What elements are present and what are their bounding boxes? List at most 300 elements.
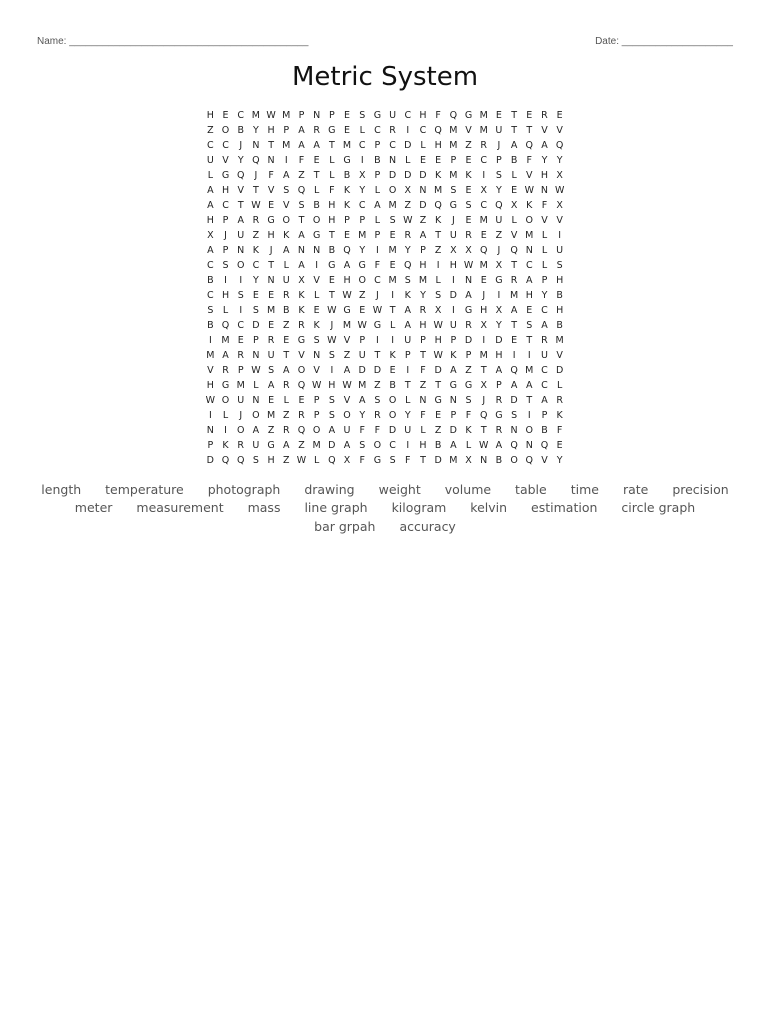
- grid-letter: M: [388, 245, 397, 256]
- grid-letter: E: [465, 215, 472, 226]
- grid-letter: Q: [297, 185, 306, 196]
- grid-letter: O: [221, 395, 230, 406]
- grid-letter: C: [358, 140, 366, 151]
- grid-letter: V: [541, 455, 548, 466]
- grid-letter: R: [267, 335, 275, 346]
- grid-letter: K: [435, 170, 442, 181]
- grid-letter: U: [495, 125, 503, 136]
- grid-letter: H: [267, 230, 275, 241]
- grid-letter: V: [298, 350, 305, 361]
- grid-letter: E: [465, 185, 472, 196]
- grid-letter: L: [405, 395, 411, 406]
- grid-letter: X: [298, 275, 305, 286]
- grid-letter: D: [419, 200, 427, 211]
- grid-letter: Q: [449, 110, 458, 121]
- grid-letter: F: [359, 455, 365, 466]
- grid-row: [0, 213, 770, 228]
- grid-letter: A: [207, 200, 214, 211]
- grid-letter: F: [420, 410, 426, 421]
- grid-letter: L: [222, 305, 229, 316]
- grid-letter: U: [449, 320, 457, 331]
- grid-letter: G: [434, 395, 442, 406]
- grid-letter: J: [239, 140, 243, 151]
- grid-letter: A: [328, 425, 336, 436]
- grid-letter: W: [479, 440, 489, 451]
- grid-letter: T: [420, 350, 426, 361]
- grid-letter: L: [207, 170, 213, 181]
- grid-letter: J: [239, 410, 243, 421]
- grid-letter: Q: [328, 455, 336, 466]
- grid-letter: P: [496, 155, 502, 166]
- grid-letter: X: [556, 200, 563, 211]
- grid-letter: W: [327, 335, 337, 346]
- grid-letter: Q: [221, 455, 230, 466]
- grid-letter: W: [342, 380, 352, 391]
- grid-letter: E: [344, 110, 351, 121]
- grid-letter: N: [252, 395, 260, 406]
- grid-letter: E: [268, 200, 275, 211]
- grid-letter: S: [252, 305, 259, 316]
- grid-letter: X: [510, 200, 518, 211]
- grid-letter: U: [237, 395, 245, 406]
- grid-letter: R: [389, 125, 396, 136]
- grid-letter: H: [267, 125, 275, 136]
- grid-letter: T: [511, 260, 517, 271]
- grid-letter: C: [541, 380, 548, 391]
- grid-letter: K: [404, 290, 411, 301]
- grid-letter: F: [374, 425, 381, 436]
- grid-letter: P: [420, 335, 426, 346]
- grid-letter: M: [358, 380, 367, 391]
- grid-letter: Z: [267, 425, 275, 436]
- grid-row: [0, 453, 770, 468]
- grid-letter: P: [237, 365, 244, 376]
- grid-letter: U: [404, 425, 412, 436]
- grid-letter: J: [224, 230, 227, 241]
- grid-letter: H: [434, 335, 442, 346]
- grid-letter: P: [374, 140, 381, 151]
- grid-letter: P: [465, 350, 472, 361]
- grid-letter: B: [374, 155, 381, 166]
- grid-letter: R: [510, 275, 518, 286]
- grid-letter: H: [480, 305, 488, 316]
- grid-letter: G: [221, 380, 230, 391]
- grid-letter: C: [419, 125, 427, 136]
- grid-letter: I: [482, 335, 486, 346]
- grid-letter: Y: [496, 320, 502, 331]
- grid-letter: I: [208, 410, 212, 421]
- grid-letter: I: [406, 125, 410, 136]
- grid-letter: L: [329, 155, 335, 166]
- grid-row: [0, 168, 770, 183]
- grid-letter: I: [436, 260, 440, 271]
- grid-letter: N: [267, 155, 275, 166]
- grid-letter: W: [266, 110, 276, 121]
- grid-letter: A: [495, 440, 503, 451]
- grid-letter: O: [282, 215, 291, 226]
- grid-letter: E: [556, 440, 563, 451]
- grid-letter: Q: [297, 380, 306, 391]
- grid-letter: A: [541, 140, 548, 151]
- grid-letter: O: [236, 260, 245, 271]
- grid-letter: Y: [404, 410, 411, 421]
- grid-letter: A: [510, 140, 518, 151]
- grid-letter: T: [480, 425, 487, 436]
- grid-letter: A: [298, 140, 305, 151]
- grid-letter: O: [373, 440, 382, 451]
- grid-row: [0, 243, 770, 258]
- grid-letter: R: [541, 110, 548, 121]
- grid-letter: E: [313, 305, 320, 316]
- grid-letter: K: [343, 185, 351, 196]
- grid-letter: I: [224, 275, 227, 286]
- grid-letter: S: [313, 335, 320, 346]
- grid-letter: Z: [434, 425, 442, 436]
- grid-letter: H: [343, 275, 351, 286]
- grid-letter: G: [328, 260, 336, 271]
- grid-letter: P: [207, 440, 214, 451]
- grid-letter: P: [359, 215, 366, 226]
- grid-letter: G: [464, 380, 473, 391]
- grid-letter: P: [253, 335, 259, 346]
- grid-letter: I: [376, 245, 379, 256]
- grid-letter: Y: [496, 185, 502, 196]
- grid-letter: Q: [479, 410, 488, 421]
- grid-letter: R: [313, 125, 320, 136]
- grid-letter: F: [268, 170, 274, 181]
- grid-letter: U: [358, 350, 366, 361]
- grid-letter: D: [328, 440, 336, 451]
- grid-letter: L: [557, 380, 563, 391]
- grid-letter: W: [327, 305, 337, 316]
- grid-letter: M: [525, 365, 534, 376]
- grid-letter: K: [465, 425, 472, 436]
- grid-letter: E: [359, 305, 366, 316]
- grid-letter: W: [463, 260, 474, 271]
- grid-letter: N: [464, 275, 473, 286]
- grid-letter: D: [510, 395, 518, 406]
- grid-letter: M: [342, 140, 352, 151]
- grid-letter: A: [510, 380, 518, 391]
- grid-letter: I: [224, 425, 227, 436]
- grid-letter: Q: [297, 425, 306, 436]
- grid-letter: X: [556, 170, 563, 181]
- grid-letter: Z: [283, 410, 290, 421]
- grid-letter: Q: [510, 245, 518, 256]
- grid-letter: G: [373, 110, 382, 121]
- grid-letter: M: [388, 275, 397, 286]
- grid-letter: Y: [237, 155, 244, 166]
- grid-letter: O: [252, 410, 260, 421]
- word-list-item: line graph: [304, 500, 368, 516]
- grid-letter: J: [269, 245, 273, 256]
- grid-letter: E: [526, 305, 533, 316]
- grid-letter: Y: [556, 155, 563, 166]
- grid-letter: L: [222, 410, 229, 421]
- grid-letter: J: [451, 215, 455, 226]
- grid-letter: G: [464, 110, 473, 121]
- grid-letter: Q: [236, 170, 245, 181]
- word-list-item: kelvin: [470, 500, 508, 516]
- grid-letter: L: [541, 230, 548, 241]
- grid-letter: B: [207, 275, 214, 286]
- grid-row: [0, 258, 770, 273]
- grid-letter: T: [511, 125, 517, 136]
- grid-letter: B: [313, 200, 320, 211]
- grid-letter: S: [465, 395, 472, 406]
- grid-letter: G: [373, 320, 382, 331]
- grid-letter: W: [524, 185, 534, 196]
- grid-letter: E: [435, 155, 442, 166]
- grid-letter: Q: [434, 125, 442, 136]
- grid-letter: Z: [283, 455, 290, 466]
- word-list-item: meter: [74, 500, 113, 516]
- grid-letter: V: [237, 185, 244, 196]
- grid-letter: M: [418, 275, 428, 286]
- grid-letter: H: [419, 440, 427, 451]
- grid-letter: M: [479, 125, 488, 136]
- grid-letter: A: [343, 260, 351, 271]
- grid-letter: Z: [434, 245, 442, 256]
- grid-letter: O: [525, 425, 534, 436]
- grid-letter: T: [237, 200, 244, 211]
- grid-letter: Z: [419, 215, 427, 226]
- word-list-item: table: [515, 482, 547, 497]
- grid-letter: H: [419, 320, 427, 331]
- grid-letter: C: [525, 260, 533, 271]
- grid-letter: A: [222, 350, 229, 361]
- grid-letter: F: [374, 260, 381, 271]
- grid-letter: A: [283, 440, 290, 451]
- grid-letter: Z: [358, 290, 366, 301]
- grid-letter: L: [511, 215, 517, 226]
- grid-letter: V: [283, 200, 290, 211]
- grid-letter: S: [328, 410, 335, 421]
- grid-letter: U: [495, 215, 503, 226]
- grid-letter: V: [313, 275, 320, 286]
- grid-letter: W: [251, 200, 261, 211]
- grid-letter: Z: [419, 380, 427, 391]
- word-list-item: estimation: [531, 500, 598, 516]
- grid-letter: E: [344, 230, 351, 241]
- grid-letter: L: [511, 170, 517, 181]
- grid-letter: E: [556, 110, 563, 121]
- grid-letter: I: [376, 335, 379, 346]
- word-list-item: rate: [622, 482, 649, 497]
- grid-letter: L: [541, 260, 548, 271]
- grid-letter: N: [297, 245, 306, 256]
- grid-letter: Z: [283, 320, 290, 331]
- grid-letter: P: [450, 155, 457, 166]
- grid-letter: S: [389, 215, 396, 226]
- grid-letter: M: [206, 350, 215, 361]
- grid-letter: F: [405, 455, 411, 466]
- grid-letter: A: [358, 395, 366, 406]
- grid-letter: M: [236, 380, 245, 391]
- grid-letter: E: [268, 290, 275, 301]
- grid-letter: Z: [465, 140, 472, 151]
- word-list-item: measurement: [136, 500, 224, 516]
- grid-letter: K: [450, 350, 457, 361]
- grid-row: [0, 183, 770, 198]
- grid-letter: F: [329, 185, 335, 196]
- grid-letter: T: [435, 380, 442, 391]
- grid-letter: Z: [404, 200, 412, 211]
- grid-letter: O: [221, 125, 230, 136]
- grid-letter: C: [207, 260, 214, 271]
- grid-letter: R: [465, 230, 472, 241]
- grid-letter: G: [267, 215, 275, 226]
- grid-letter: B: [434, 440, 442, 451]
- grid-letter: E: [268, 320, 275, 331]
- grid-letter: N: [267, 275, 275, 286]
- grid-letter: E: [389, 260, 396, 271]
- grid-letter: V: [267, 185, 275, 196]
- grid-letter: M: [479, 260, 488, 271]
- grid-letter: A: [207, 245, 214, 256]
- grid-letter: O: [343, 410, 351, 421]
- grid-letter: X: [495, 305, 503, 316]
- grid-letter: C: [389, 140, 396, 151]
- grid-letter: N: [313, 245, 321, 256]
- grid-letter: S: [283, 185, 290, 196]
- grid-letter: P: [374, 170, 381, 181]
- grid-letter: V: [541, 215, 548, 226]
- word-list: [30, 481, 740, 536]
- grid-letter: A: [298, 230, 305, 241]
- grid-letter: J: [330, 320, 334, 331]
- grid-letter: B: [541, 425, 548, 436]
- word-list-item: circle graph: [621, 500, 696, 516]
- grid-letter: O: [236, 425, 245, 436]
- grid-letter: T: [435, 230, 442, 241]
- grid-letter: E: [222, 110, 229, 121]
- grid-letter: A: [526, 275, 533, 286]
- grid-letter: S: [465, 200, 472, 211]
- grid-letter: Y: [359, 410, 366, 421]
- grid-letter: W: [403, 215, 413, 226]
- grid-letter: T: [526, 395, 533, 406]
- grid-letter: X: [450, 245, 457, 256]
- grid-letter: D: [449, 290, 457, 301]
- grid-letter: I: [391, 290, 394, 301]
- grid-letter: L: [314, 185, 320, 196]
- grid-letter: C: [207, 140, 214, 151]
- grid-letter: P: [374, 230, 381, 241]
- grid-letter: R: [222, 365, 229, 376]
- grid-letter: M: [434, 185, 443, 196]
- grid-letter: Q: [510, 440, 518, 451]
- grid-letter: F: [465, 410, 472, 421]
- grid-letter: K: [465, 170, 472, 181]
- grid-row: [0, 438, 770, 453]
- grid-letter: W: [357, 320, 367, 331]
- grid-letter: D: [373, 365, 382, 376]
- grid-letter: X: [480, 380, 487, 391]
- grid-letter: G: [373, 455, 382, 466]
- grid-letter: S: [359, 440, 366, 451]
- grid-row: [0, 303, 770, 318]
- grid-letter: M: [525, 230, 534, 241]
- grid-letter: N: [419, 185, 427, 196]
- grid-letter: K: [298, 290, 305, 301]
- grid-letter: V: [556, 125, 563, 136]
- grid-letter: I: [315, 260, 319, 271]
- grid-letter: A: [404, 320, 412, 331]
- grid-letter: P: [328, 110, 335, 121]
- grid-letter: B: [495, 455, 503, 466]
- grid-letter: R: [541, 335, 548, 346]
- grid-letter: S: [556, 260, 563, 271]
- grid-letter: S: [495, 170, 502, 181]
- grid-row: [0, 153, 770, 168]
- grid-letter: T: [283, 350, 290, 361]
- grid-letter: P: [344, 215, 350, 226]
- grid-letter: F: [556, 425, 563, 436]
- grid-letter: D: [495, 335, 503, 346]
- grid-letter: G: [495, 275, 503, 286]
- grid-letter: X: [465, 245, 472, 256]
- grid-letter: C: [237, 110, 245, 121]
- grid-letter: K: [389, 350, 396, 361]
- grid-letter: F: [420, 365, 426, 376]
- grid-letter: J: [497, 140, 501, 151]
- grid-letter: Z: [374, 380, 381, 391]
- grid-letter: K: [343, 200, 351, 211]
- grid-letter: L: [359, 125, 365, 136]
- grid-letter: P: [404, 350, 411, 361]
- word-list-item: length: [41, 482, 82, 497]
- grid-letter: E: [298, 395, 305, 406]
- grid-letter: R: [495, 395, 503, 406]
- grid-letter: L: [314, 455, 320, 466]
- grid-letter: H: [206, 380, 214, 391]
- grid-letter: L: [374, 185, 381, 196]
- grid-letter: M: [449, 125, 458, 136]
- grid-letter: A: [374, 200, 381, 211]
- grid-letter: G: [267, 440, 275, 451]
- grid-letter: C: [404, 110, 412, 121]
- grid-letter: C: [222, 200, 229, 211]
- word-list-item: accuracy: [399, 518, 456, 534]
- grid-letter: C: [207, 290, 214, 301]
- grid-letter: S: [328, 395, 335, 406]
- grid-letter: Q: [525, 455, 534, 466]
- grid-letter: E: [283, 335, 290, 346]
- grid-letter: K: [313, 320, 320, 331]
- grid-letter: T: [404, 380, 411, 391]
- grid-letter: L: [253, 380, 259, 391]
- grid-letter: B: [343, 170, 351, 181]
- grid-row: [0, 318, 770, 333]
- grid-letter: M: [479, 110, 488, 121]
- grid-letter: O: [297, 365, 306, 376]
- grid-letter: V: [465, 125, 472, 136]
- grid-letter: H: [206, 110, 214, 121]
- grid-letter: I: [330, 365, 334, 376]
- grid-letter: C: [252, 260, 260, 271]
- grid-letter: M: [388, 200, 397, 211]
- grid-letter: Y: [420, 290, 426, 301]
- grid-letter: A: [541, 395, 548, 406]
- grid-letter: R: [419, 305, 427, 316]
- grid-letter: K: [526, 200, 533, 211]
- grid-letter: T: [526, 125, 533, 136]
- grid-letter: Y: [359, 185, 366, 196]
- grid-letter: V: [556, 215, 563, 226]
- grid-letter: L: [541, 245, 548, 256]
- grid-letter: W: [296, 455, 307, 466]
